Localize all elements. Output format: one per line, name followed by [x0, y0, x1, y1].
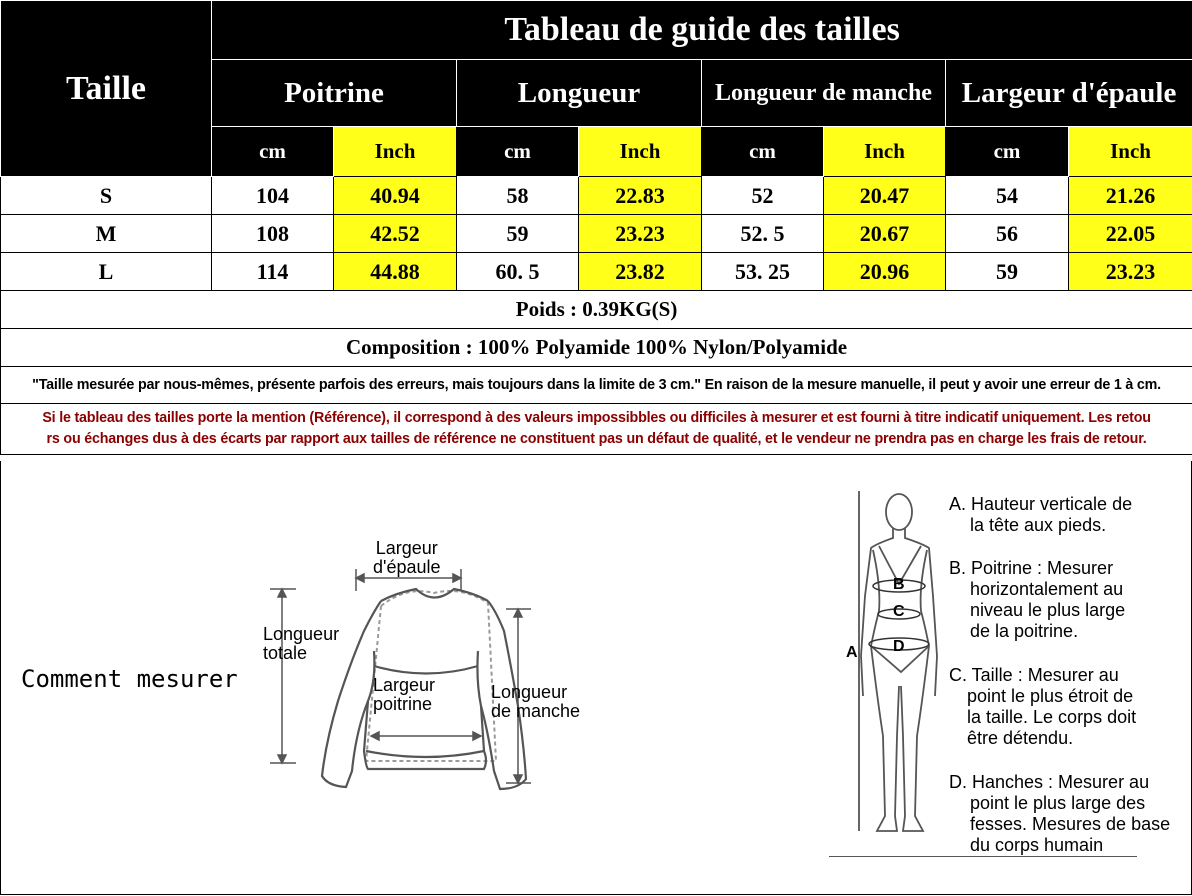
- value-cell: 20.47: [824, 177, 946, 215]
- unit-cm: cm: [702, 127, 824, 177]
- desc-line: fesses. Mesures de base: [970, 814, 1171, 834]
- label-line: Longueur: [263, 624, 340, 644]
- value-cell: 52: [702, 177, 824, 215]
- desc-line: C. Taille : Mesurer au: [949, 665, 1119, 685]
- warning-line: rs ou échanges dus à des écarts par rapport aux tailles de référence ne constituent pas un défaut de qualité, et le vendeur ne prendra pas en charge les frais de retour.: [46, 431, 1147, 447]
- label-line: d'épaule: [373, 557, 441, 577]
- value-cell: 22.05: [1069, 215, 1192, 253]
- unit-inch: Inch: [1069, 127, 1192, 177]
- value-cell: 58: [457, 177, 579, 215]
- value-cell: 56: [946, 215, 1069, 253]
- value-cell: 23.23: [579, 215, 702, 253]
- group-chest: Poitrine: [212, 60, 457, 127]
- unit-inch: Inch: [824, 127, 946, 177]
- value-cell: 23.82: [579, 253, 702, 291]
- table-row: [1, 253, 1192, 291]
- label-sleeve-length: [491, 683, 580, 721]
- desc-hips: [949, 772, 1170, 856]
- size-cell: S: [1, 177, 212, 215]
- value-cell: 22.83: [579, 177, 702, 215]
- label-letter-d: D: [893, 638, 905, 655]
- weight-row: Poids : 0.39KG(S): [1, 291, 1192, 329]
- unit-cm: cm: [212, 127, 334, 177]
- unit-cm: cm: [457, 127, 579, 177]
- desc-line: la tête aux pieds.: [970, 515, 1107, 535]
- label-letter-b: B: [893, 576, 905, 593]
- measurement-note: "Taille mesurée par nous-mêmes, présente parfois des erreurs, mais toujours dans la limite de 3 cm." En raison de la mesure manuelle, il peut y avoir une erreur de 1 à cm.: [1, 367, 1192, 404]
- desc-line: A. Hauteur verticale de: [949, 494, 1133, 514]
- warning-line: Si le tableau des tailles porte la mention (Référence), il correspond à des valeurs impossibbles ou difficiles à mesurer et est fourni à titre indicatif uniquement. Les retou: [42, 410, 1151, 426]
- body-diagram: [841, 486, 951, 846]
- desc-line: B. Poitrine : Mesurer: [949, 558, 1114, 578]
- value-cell: 54: [946, 177, 1069, 215]
- desc-line: horizontalement au: [970, 579, 1124, 599]
- group-sleeve: Longueur de manche: [702, 60, 946, 127]
- value-cell: 104: [212, 177, 334, 215]
- label-shoulder-width: [373, 539, 441, 577]
- unit-inch: Inch: [579, 127, 702, 177]
- value-cell: 42.52: [334, 215, 457, 253]
- desc-height: [949, 494, 1132, 536]
- size-cell: M: [1, 215, 212, 253]
- label-letter-a: A: [846, 644, 858, 661]
- table-title: Tableau de guide des tailles: [212, 1, 1192, 60]
- desc-line: du corps humain: [970, 835, 1104, 855]
- label-line: poitrine: [373, 694, 433, 714]
- label-line: Largeur: [373, 675, 436, 695]
- label-line: totale: [263, 643, 308, 663]
- value-cell: 108: [212, 215, 334, 253]
- table-row: [1, 177, 1192, 215]
- how-to-measure-title: Comment mesurer: [21, 665, 238, 693]
- group-length: Longueur: [457, 60, 702, 127]
- desc-line: point le plus étroit de: [967, 686, 1134, 706]
- value-cell: 40.94: [334, 177, 457, 215]
- desc-line: de la poitrine.: [970, 621, 1079, 641]
- desc-line: la taille. Le corps doit: [967, 707, 1137, 727]
- size-cell: L: [1, 253, 212, 291]
- label-letter-c: C: [893, 603, 905, 620]
- value-cell: 23.23: [1069, 253, 1192, 291]
- value-cell: 60. 5: [457, 253, 579, 291]
- value-cell: 44.88: [334, 253, 457, 291]
- desc-line: être détendu.: [967, 728, 1074, 748]
- how-to-measure-panel: [0, 461, 1192, 895]
- label-line: Longueur: [491, 682, 568, 702]
- desc-line: point le plus large des: [970, 793, 1146, 813]
- value-cell: 20.67: [824, 215, 946, 253]
- value-cell: 53. 25: [702, 253, 824, 291]
- desc-waist: [949, 665, 1136, 749]
- value-cell: 114: [212, 253, 334, 291]
- label-line: de manche: [491, 701, 581, 721]
- reference-warning: [1, 404, 1192, 455]
- label-line: Largeur: [375, 538, 438, 558]
- composition-row: Composition : 100% Polyamide 100% Nylon/Polyamide: [1, 329, 1192, 367]
- value-cell: 59: [457, 215, 579, 253]
- baseline-rule: [829, 856, 1137, 857]
- size-header: Taille: [1, 1, 212, 177]
- value-cell: 52. 5: [702, 215, 824, 253]
- value-cell: 59: [946, 253, 1069, 291]
- label-chest-width: [373, 676, 435, 714]
- desc-chest: [949, 558, 1125, 642]
- label-total-length: [263, 625, 339, 663]
- unit-cm: cm: [946, 127, 1069, 177]
- value-cell: 21.26: [1069, 177, 1192, 215]
- unit-inch: Inch: [334, 127, 457, 177]
- desc-line: niveau le plus large: [970, 600, 1126, 620]
- value-cell: 20.96: [824, 253, 946, 291]
- table-row: [1, 215, 1192, 253]
- group-shoulder: Largeur d'épaule: [946, 60, 1192, 127]
- desc-line: D. Hanches : Mesurer au: [949, 772, 1150, 792]
